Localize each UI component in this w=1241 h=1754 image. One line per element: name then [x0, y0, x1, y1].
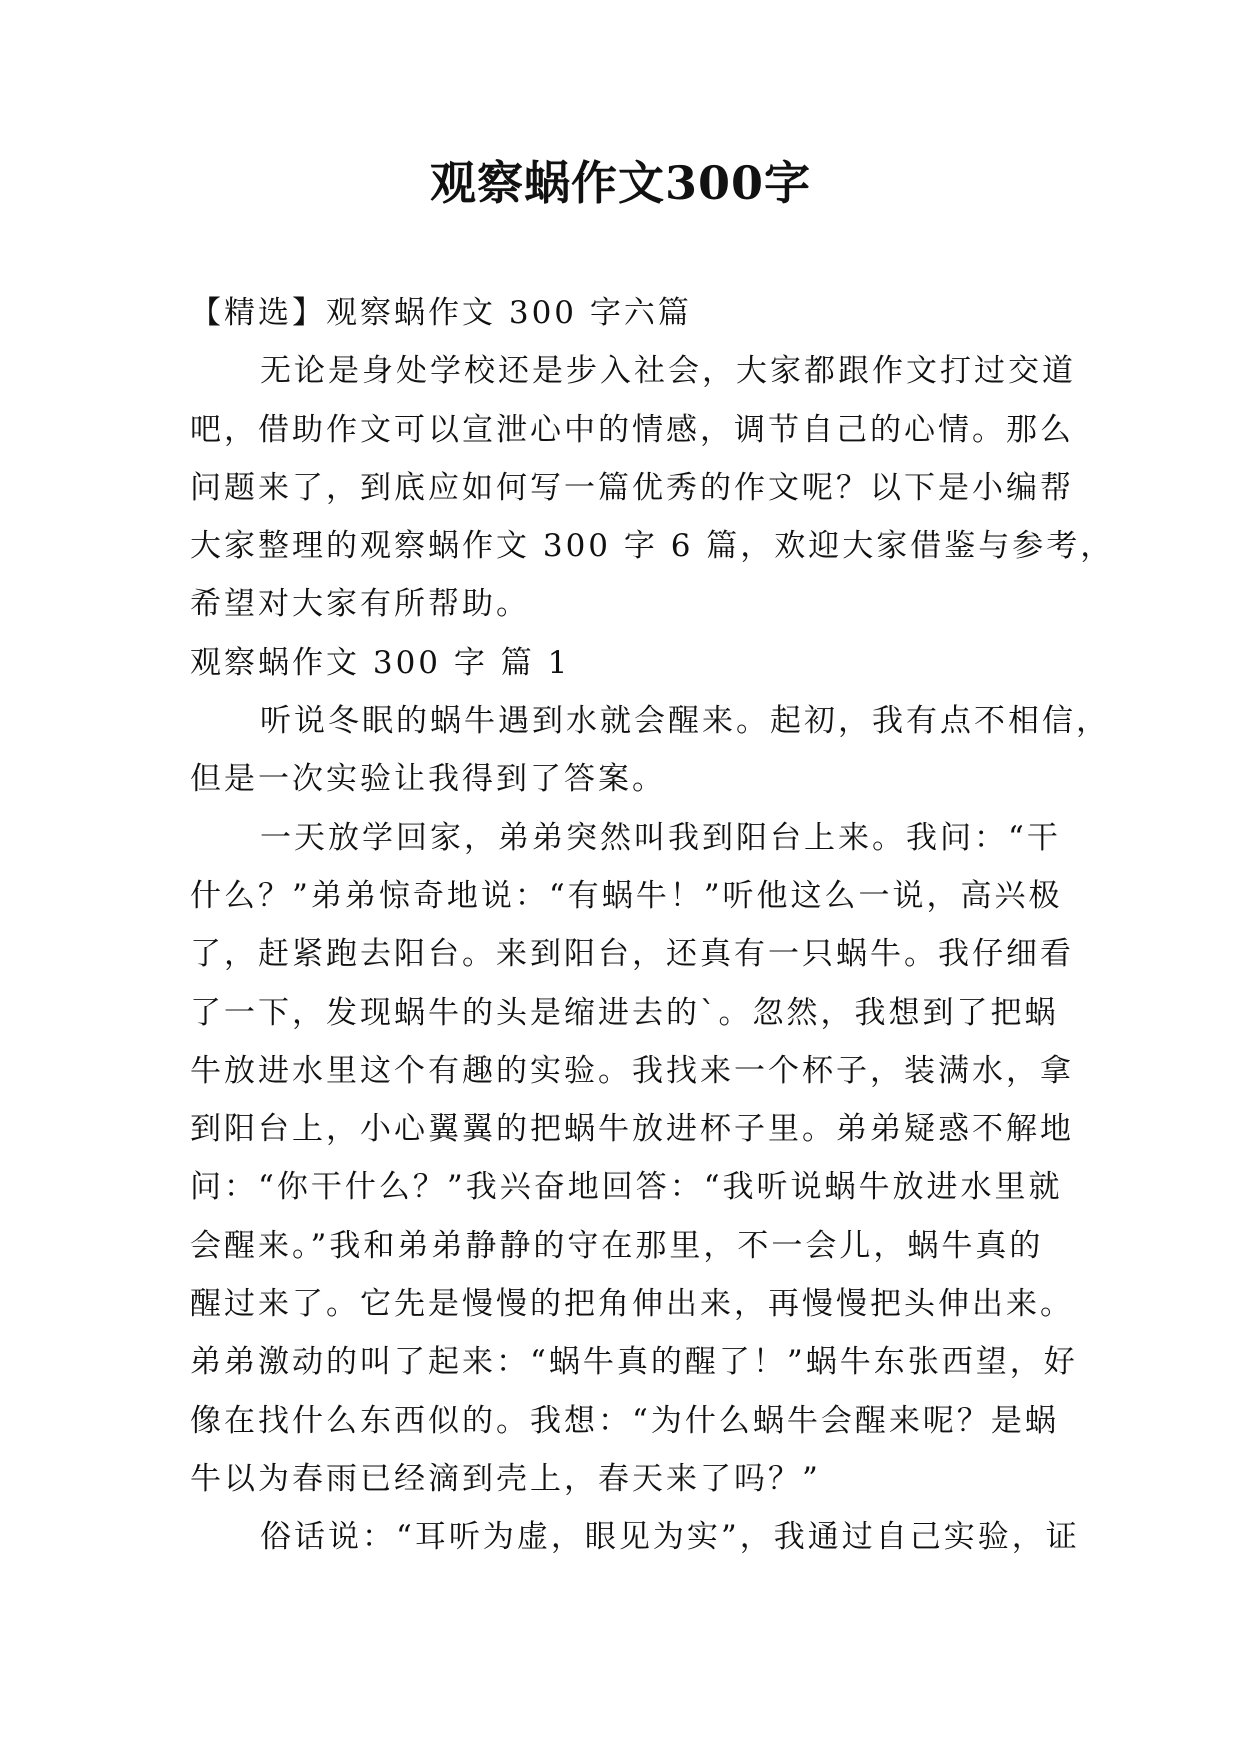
section-heading: 观察蜗作文 300 字 篇 1 [190, 644, 571, 681]
paragraph-line: 什么？”弟弟惊奇地说：“有蜗牛！”听他这么一说，高兴极 [190, 877, 1063, 914]
paragraph-line: 吧，借助作文可以宣泄心中的情感，调节自己的心情。那么 [190, 411, 1074, 448]
paragraph-line: 弟弟激动的叫了起来：“蜗牛真的醒了！”蜗牛东张西望，好 [190, 1344, 1078, 1381]
paragraph-line: 一天放学回家，弟弟突然叫我到阳台上来。我问：“干 [260, 819, 1061, 856]
paragraph-line: 问：“你干什么？”我兴奋地回答：“我听说蜗牛放进水里就 [190, 1169, 1063, 1206]
paragraph-line: 问题来了，到底应如何写一篇优秀的作文呢？以下是小编帮 [190, 469, 1074, 506]
paragraph-line: 了，赶紧跑去阳台。来到阳台，还真有一只蜗牛。我仔细看 [190, 936, 1074, 973]
paragraph-line: 但是一次实验让我得到了答案。 [190, 761, 666, 798]
paragraph-line: 听说冬眠的蜗牛遇到水就会醒来。起初，我有点不相信， [260, 703, 1110, 740]
paragraph-line: 像在找什么东西似的。我想：“为什么蜗牛会醒来呢？是蜗 [190, 1402, 1059, 1439]
paragraph-line: 大家整理的观察蜗作文 300 字 6 篇，欢迎大家借鉴与参考， [190, 528, 1115, 565]
paragraph-line: 无论是身处学校还是步入社会，大家都跟作文打过交道 [260, 353, 1076, 390]
paragraph-line: 牛以为春雨已经滴到壳上，春天来了吗？” [190, 1460, 821, 1497]
article-body [190, 284, 1115, 1567]
paragraph-line: 醒过来了。它先是慢慢的把角伸出来，再慢慢把头伸出来。 [190, 1286, 1074, 1323]
paragraph-line: 了一下，发现蜗牛的头是缩进去的`。忽然，我想到了把蜗 [190, 994, 1059, 1031]
paragraph-line: 俗话说：“耳听为虚，眼见为实”，我通过自己实验，证 [260, 1519, 1080, 1556]
page-title: 观察蜗作文300字 [429, 156, 812, 210]
paragraph-line: 会醒来。”我和弟弟静静的守在那里，不一会儿，蜗牛真的 [190, 1227, 1044, 1264]
paragraph-line: 牛放进水里这个有趣的实验。我找来一个杯子，装满水，拿 [190, 1052, 1074, 1089]
paragraph-line: 到阳台上，小心翼翼的把蜗牛放进杯子里。弟弟疑惑不解地 [190, 1111, 1074, 1148]
paragraph-line: 希望对大家有所帮助。 [190, 586, 530, 623]
subtitle-line: 【精选】观察蜗作文 300 字六篇 [190, 295, 692, 331]
